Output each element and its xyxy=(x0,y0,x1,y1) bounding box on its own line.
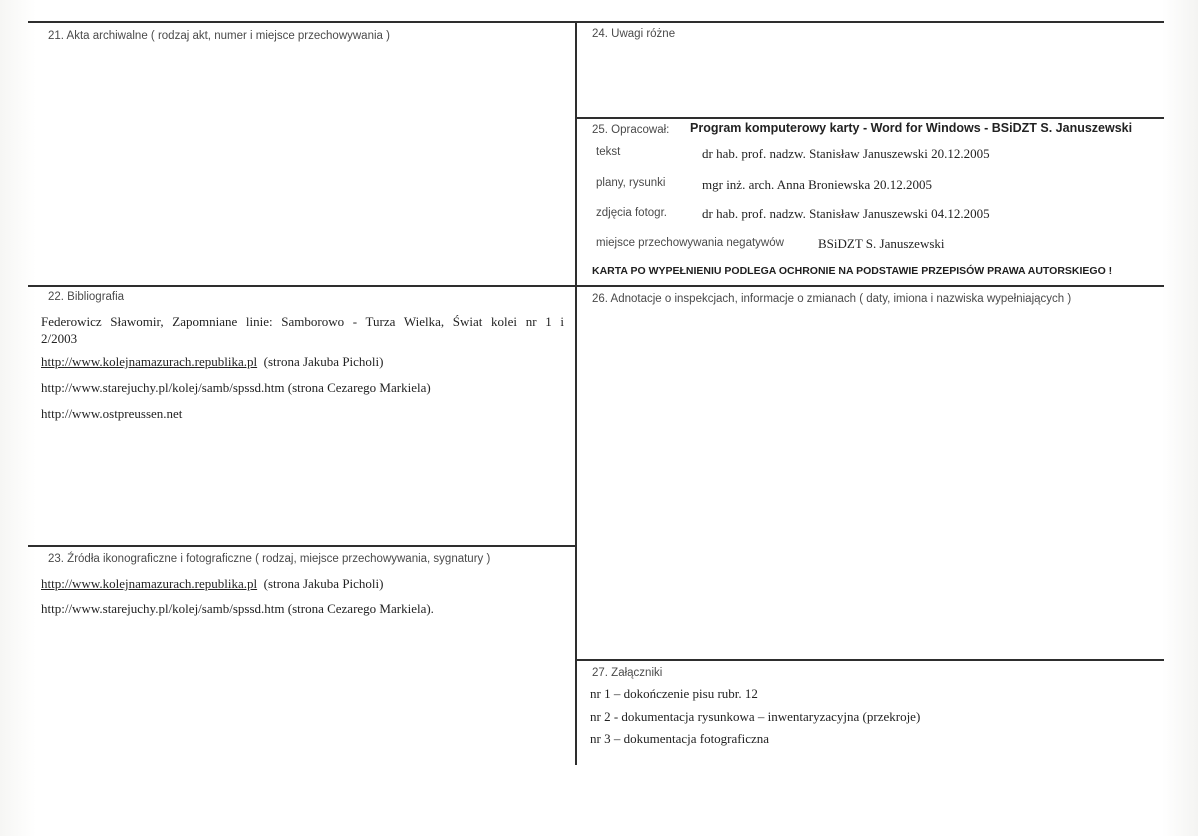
section-25-label: 25. Opracował: xyxy=(592,124,670,136)
row-plany-key: plany, rysunki xyxy=(596,177,666,189)
divider-24-25 xyxy=(576,117,1164,119)
attachment-item-3: nr 3 – dokumentacja fotograficzna xyxy=(590,731,770,746)
iconography-entry-2: http://www.starejuchy.pl/kolej/samb/spssd.htm (strona Cezarego Markiela). xyxy=(41,601,434,616)
row-plany-value: mgr inż. arch. Anna Broniewska 20.12.2005 xyxy=(702,177,932,192)
row-negatywy-value: BSiDZT S. Januszewski xyxy=(818,236,945,251)
bibliography-entry-2-note: (strona Jakuba Picholi) xyxy=(263,354,384,369)
divider-22-23 xyxy=(28,545,576,547)
section-23-label: 23. Źródła ikonograficzne i fotograficzne ( rodzaj, miejsce przechowywania, sygnatury ) xyxy=(48,553,491,565)
section-26-label: 26. Adnotacje o inspekcjach, informacje o zmianach ( daty, imiona i nazwiska wypełniających ) xyxy=(592,293,1072,305)
bibliography-entry-4: http://www.ostpreussen.net xyxy=(41,406,183,421)
row-tekst-value: dr hab. prof. nadzw. Stanisław Januszewski 20.12.2005 xyxy=(702,146,990,161)
center-divider xyxy=(575,21,577,765)
iconography-entry-1-note: (strona Jakuba Picholi) xyxy=(263,576,384,591)
attachment-item-1: nr 1 – dokończenie pisu rubr. 12 xyxy=(590,686,758,701)
top-border xyxy=(28,21,1164,23)
program-credit: Program komputerowy karty - Word for Windows - BSiDZT S. Januszewski xyxy=(690,121,1133,135)
divider-21-22 xyxy=(28,285,576,287)
row-negatywy-key: miejsce przechowywania negatywów xyxy=(596,237,784,249)
bibliography-entry-3: http://www.starejuchy.pl/kolej/samb/spssd.htm (strona Cezarego Markiela) xyxy=(41,380,431,395)
attachment-item-2: nr 2 - dokumentacja rysunkowa – inwentaryzacyjna (przekroje) xyxy=(590,709,921,724)
copyright-notice: KARTA PO WYPEŁNIENIU PODLEGA OCHRONIE NA PODSTAWIE PRZEPISÓW PRAWA AUTORSKIEGO ! xyxy=(592,265,1113,277)
divider-25-26 xyxy=(576,285,1164,287)
row-tekst-key: tekst xyxy=(596,146,621,158)
section-24-label: 24. Uwagi różne xyxy=(592,28,676,40)
kolejnamazurach-link-2[interactable]: http://www.kolejnamazurach.republika.pl xyxy=(41,576,258,591)
row-zdjecia-key: zdjęcia fotogr. xyxy=(596,207,667,219)
kolejnamazurach-link[interactable]: http://www.kolejnamazurach.republika.pl xyxy=(41,354,258,369)
bibliography-entry-2 xyxy=(41,354,384,370)
section-22-label: 22. Bibliografia xyxy=(48,291,125,303)
row-zdjecia-value: dr hab. prof. nadzw. Stanisław Januszewski 04.12.2005 xyxy=(702,206,990,221)
bibliography-entry-1-line-2: 2/2003 xyxy=(41,331,78,346)
section-21-label: 21. Akta archiwalne ( rodzaj akt, numer i miejsce przechowywania ) xyxy=(48,30,390,42)
divider-26-27 xyxy=(576,659,1164,661)
bibliography-entry-1-line-1: Federowicz Sławomir, Zapomniane linie: Samborowo - Turza Wielka, Świat kolei nr 1 i xyxy=(41,314,564,329)
iconography-entry-1 xyxy=(41,576,384,592)
section-27-label: 27. Załączniki xyxy=(592,667,663,679)
